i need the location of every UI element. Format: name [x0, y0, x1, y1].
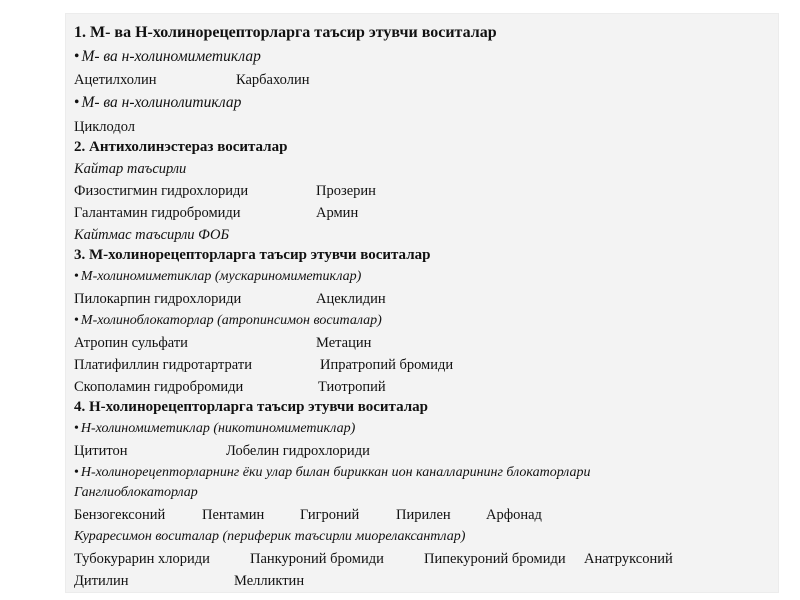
drug-name: Физостигмин гидрохлориди — [74, 183, 249, 199]
bullet-icon: • — [74, 94, 80, 111]
section-3-mimetics-heading — [74, 268, 361, 286]
drug-name: Прозерин — [316, 183, 376, 199]
section-4-title: 4. Н-холинорецепторларга таъсир этувчи воситалар — [74, 399, 428, 415]
drug-name: Пирилен — [396, 507, 451, 523]
drug-name: Платифиллин гидротартрати — [74, 357, 252, 373]
curare-label: Кураресимон воситалар (периферик таъсирли миорелаксантлар) — [74, 529, 466, 544]
drug-name: Тубокурарин хлориди — [74, 551, 210, 567]
section-1-title: 1. М- ва Н-холинорецепторларга таъсир этувчи воситалар — [74, 24, 497, 41]
drug-name: Карбахолин — [236, 72, 310, 88]
section-1-mimetics-heading — [74, 48, 261, 66]
irreversible-label: Кайтмас таъсирли ФОБ — [74, 227, 230, 243]
section-4-mimetics-heading — [74, 420, 355, 438]
reversible-label: Кайтар таъсирли — [74, 161, 187, 177]
drug-name: Ипратропий бромиди — [320, 357, 454, 373]
section-3-blockers-heading — [74, 312, 382, 330]
drug-name: Атропин сульфати — [74, 335, 188, 351]
lytics-label: М- ва н-холинолитиклар — [81, 94, 242, 111]
drug-name: Дитилин — [74, 573, 129, 589]
section-4-blockers-heading — [74, 464, 590, 482]
drug-name: Гигроний — [300, 507, 360, 523]
drug-name: Галантамин гидробромиди — [74, 205, 241, 221]
blockers-label: Н-холинорецепторларнинг ёки улар билан бириккан ион каналларининг блокаторлари — [80, 465, 591, 480]
bullet-icon: • — [74, 48, 80, 65]
mimetics-label: М- ва н-холиномиметиклар — [81, 48, 261, 65]
bullet-icon: • — [74, 421, 79, 436]
drug-name: Анатруксоний — [584, 551, 673, 567]
mimetics-label: М-холиномиметиклар (мускариномиметиклар) — [80, 269, 362, 284]
drug-name: Ацеклидин — [316, 291, 386, 307]
drug-name: Пилокарпин гидрохлориди — [74, 291, 242, 307]
drug-name: Ацетилхолин — [74, 72, 157, 88]
drug-name: Бензогексоний — [74, 507, 166, 523]
drug-name: Панкуроний бромиди — [250, 551, 384, 567]
bullet-icon: • — [74, 313, 79, 328]
blockers-label: М-холиноблокаторлар (атропинсимон воситалар) — [80, 313, 382, 328]
drug-name: Цититон — [74, 443, 128, 459]
drug-name: Циклодол — [74, 119, 136, 135]
drug-name: Мелликтин — [234, 573, 305, 589]
ganglio-label: Ганглиоблокаторлар — [74, 485, 198, 500]
drug-name: Скополамин гидробромиди — [74, 379, 244, 395]
drug-name: Лобелин гидрохлориди — [226, 443, 370, 459]
section-3-title: 3. М-холинорецепторларга таъсир этувчи воситалар — [74, 247, 431, 263]
bullet-icon: • — [74, 269, 79, 284]
bullet-icon: • — [74, 465, 79, 480]
section-1-lytics-heading — [74, 94, 241, 112]
drug-name: Пипекуроний бромиди — [424, 551, 566, 567]
document-page — [66, 14, 778, 592]
drug-name: Пентамин — [202, 507, 265, 523]
drug-name: Армин — [316, 205, 359, 221]
drug-name: Метацин — [316, 335, 372, 351]
drug-name: Арфонад — [486, 507, 542, 523]
mimetics-label: Н-холиномиметиклар (никотиномиметиклар) — [80, 421, 356, 436]
drug-name: Тиотропий — [318, 379, 386, 395]
section-2-title: 2. Антихолинэстераз воситалар — [74, 139, 288, 155]
